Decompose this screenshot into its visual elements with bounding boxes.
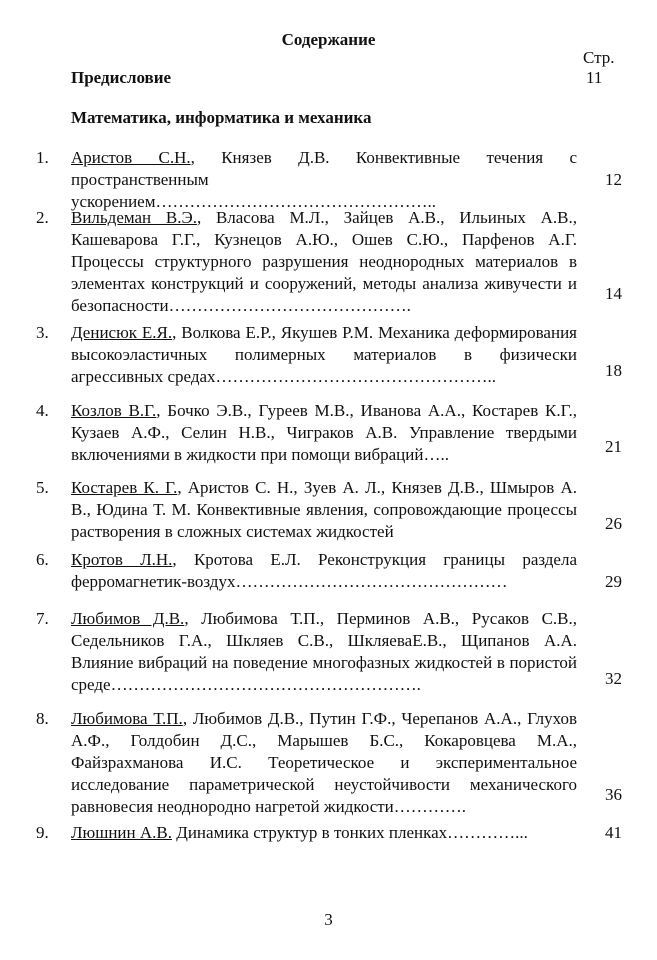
entry-page: 32	[605, 669, 622, 688]
entry-page: 14	[605, 284, 622, 303]
entry-page: 29	[605, 572, 622, 591]
entry-number: 2.	[36, 208, 49, 227]
entry-authors-title: , Волкова Е.Р., Якушев Р.М. Механика деформирования высокоэластичных полимерных материалов в физически агрессивных средах	[71, 323, 577, 386]
entry-text	[71, 549, 577, 593]
entry-leader-dots: …..	[423, 445, 449, 464]
entry-lead-author: Любимова Т.П.	[71, 709, 183, 728]
entry-number: 9.	[36, 823, 49, 842]
preface-page: 11	[586, 68, 603, 87]
entry-page: 12	[605, 170, 622, 189]
entry-authors-title: , Аристов С. Н., Зуев А. Л., Князев Д.В., Шмыров А. В., Юдина Т. М. Конвективные явления, сопровождающие процессы растворения в сложных системах жидкостей	[71, 478, 577, 541]
entry-text	[71, 400, 577, 466]
entry-lead-author: Люшнин А.В.	[71, 823, 172, 842]
preface-label: Предисловие	[71, 68, 172, 87]
entry-authors-title: , Кротова Е.Л. Реконструкция границы раздела ферромагнетик-воздух	[71, 550, 577, 591]
entry-leader-dots: …………………………………………..	[215, 367, 497, 386]
entry-page: 36	[605, 785, 622, 804]
entry-number: 4.	[36, 401, 49, 420]
entry-lead-author: Аристов С.Н.	[71, 148, 191, 167]
toc-entry	[0, 822, 657, 844]
toc-entry	[0, 322, 657, 388]
entry-leader-dots: ………….	[393, 797, 467, 816]
entry-text	[71, 477, 577, 543]
toc-title: Содержание	[281, 30, 376, 49]
entry-page: 26	[605, 514, 622, 533]
entry-page: 41	[605, 823, 622, 842]
toc-entry	[0, 400, 657, 466]
entry-lead-author: Козлов В.Г.	[71, 401, 157, 420]
entry-authors-title: , Любимова Т.П., Перминов А.В., Русаков С.В., Седельников Г.А., Шкляев С.В., ШкляеваЕ.В., Щипанов А.А. Влияние вибраций на поведение многофазных жидкостей в пористой среде	[71, 609, 577, 694]
section-title: Математика, информатика и механика	[71, 108, 372, 127]
entry-text	[71, 322, 577, 388]
entry-text	[71, 207, 577, 317]
entry-leader-dots: …………………………………………	[235, 572, 508, 591]
toc-entry	[0, 549, 657, 593]
page-column-label: Стр.	[583, 48, 615, 67]
preface-entry	[71, 68, 621, 88]
toc-entry	[0, 207, 657, 317]
entry-text	[71, 147, 577, 213]
entry-authors-title: , Власова М.Л., Зайцев А.В., Ильиных А.В., Кашеварова Г.Г., Кузнецов А.Ю., Ошев С.Ю., Парфенов А.Г. Процессы структурного разрушения неоднородных материалов в элементах конструкций и сооружений, методы анализа живучести и безопасности	[71, 208, 577, 315]
entry-authors-title: Динамика структур в тонких пленках	[171, 823, 448, 842]
entry-authors-title: , Любимов Д.В., Путин Г.Ф., Черепанов А.А., Глухов А.Ф., Голдобин Д.С., Марышев Б.С., Кокаровцева М.А., Файзрахманова И.С. Теоретическое и экспериментальное исследование параметрической неустойчивости механического равновесия неоднородно нагретой жидкости	[71, 709, 577, 816]
toc-entry	[0, 147, 657, 211]
entry-authors-title: , Бочко Э.В., Гуреев М.В., Иванова А.А., Костарев К.Г., Кузаев А.Ф., Селин Н.В., Чиграков А.В. Управление твердыми включениями в жидкости при помощи вибраций	[71, 401, 578, 464]
entry-leader-dots: …………...	[447, 823, 528, 842]
entry-authors-title: , Князев Д.В. Конвективные течения с пространственным ускорением	[71, 148, 577, 211]
entry-page: 18	[605, 361, 622, 380]
entry-leader-dots: …………………………………….	[168, 296, 411, 315]
entry-number: 7.	[36, 609, 49, 628]
toc-entry	[0, 708, 657, 818]
entry-number: 3.	[36, 323, 49, 342]
entry-lead-author: Денисюк Е.Я.	[71, 323, 173, 342]
entry-number: 5.	[36, 478, 49, 497]
entry-number: 1.	[36, 148, 49, 167]
entry-leader-dots: ……………………………………………….	[110, 675, 421, 694]
entry-number: 6.	[36, 550, 49, 569]
footer-page-number: 3	[324, 910, 333, 929]
entry-number: 8.	[36, 709, 49, 728]
entry-lead-author: Кротов Л.Н.	[71, 550, 173, 569]
entry-lead-author: Любимов Д.В.	[71, 609, 185, 628]
entry-page: 21	[605, 437, 622, 456]
toc-entry	[0, 608, 657, 696]
entry-text	[71, 708, 577, 818]
toc-entry	[0, 477, 657, 543]
entry-lead-author: Костарев К. Г.	[71, 478, 178, 497]
entry-text	[71, 822, 577, 844]
entry-lead-author: Вильдеман В.Э.	[71, 208, 197, 227]
entry-text	[71, 608, 577, 696]
entry-leader-dots: …………………………………………..	[155, 192, 436, 211]
